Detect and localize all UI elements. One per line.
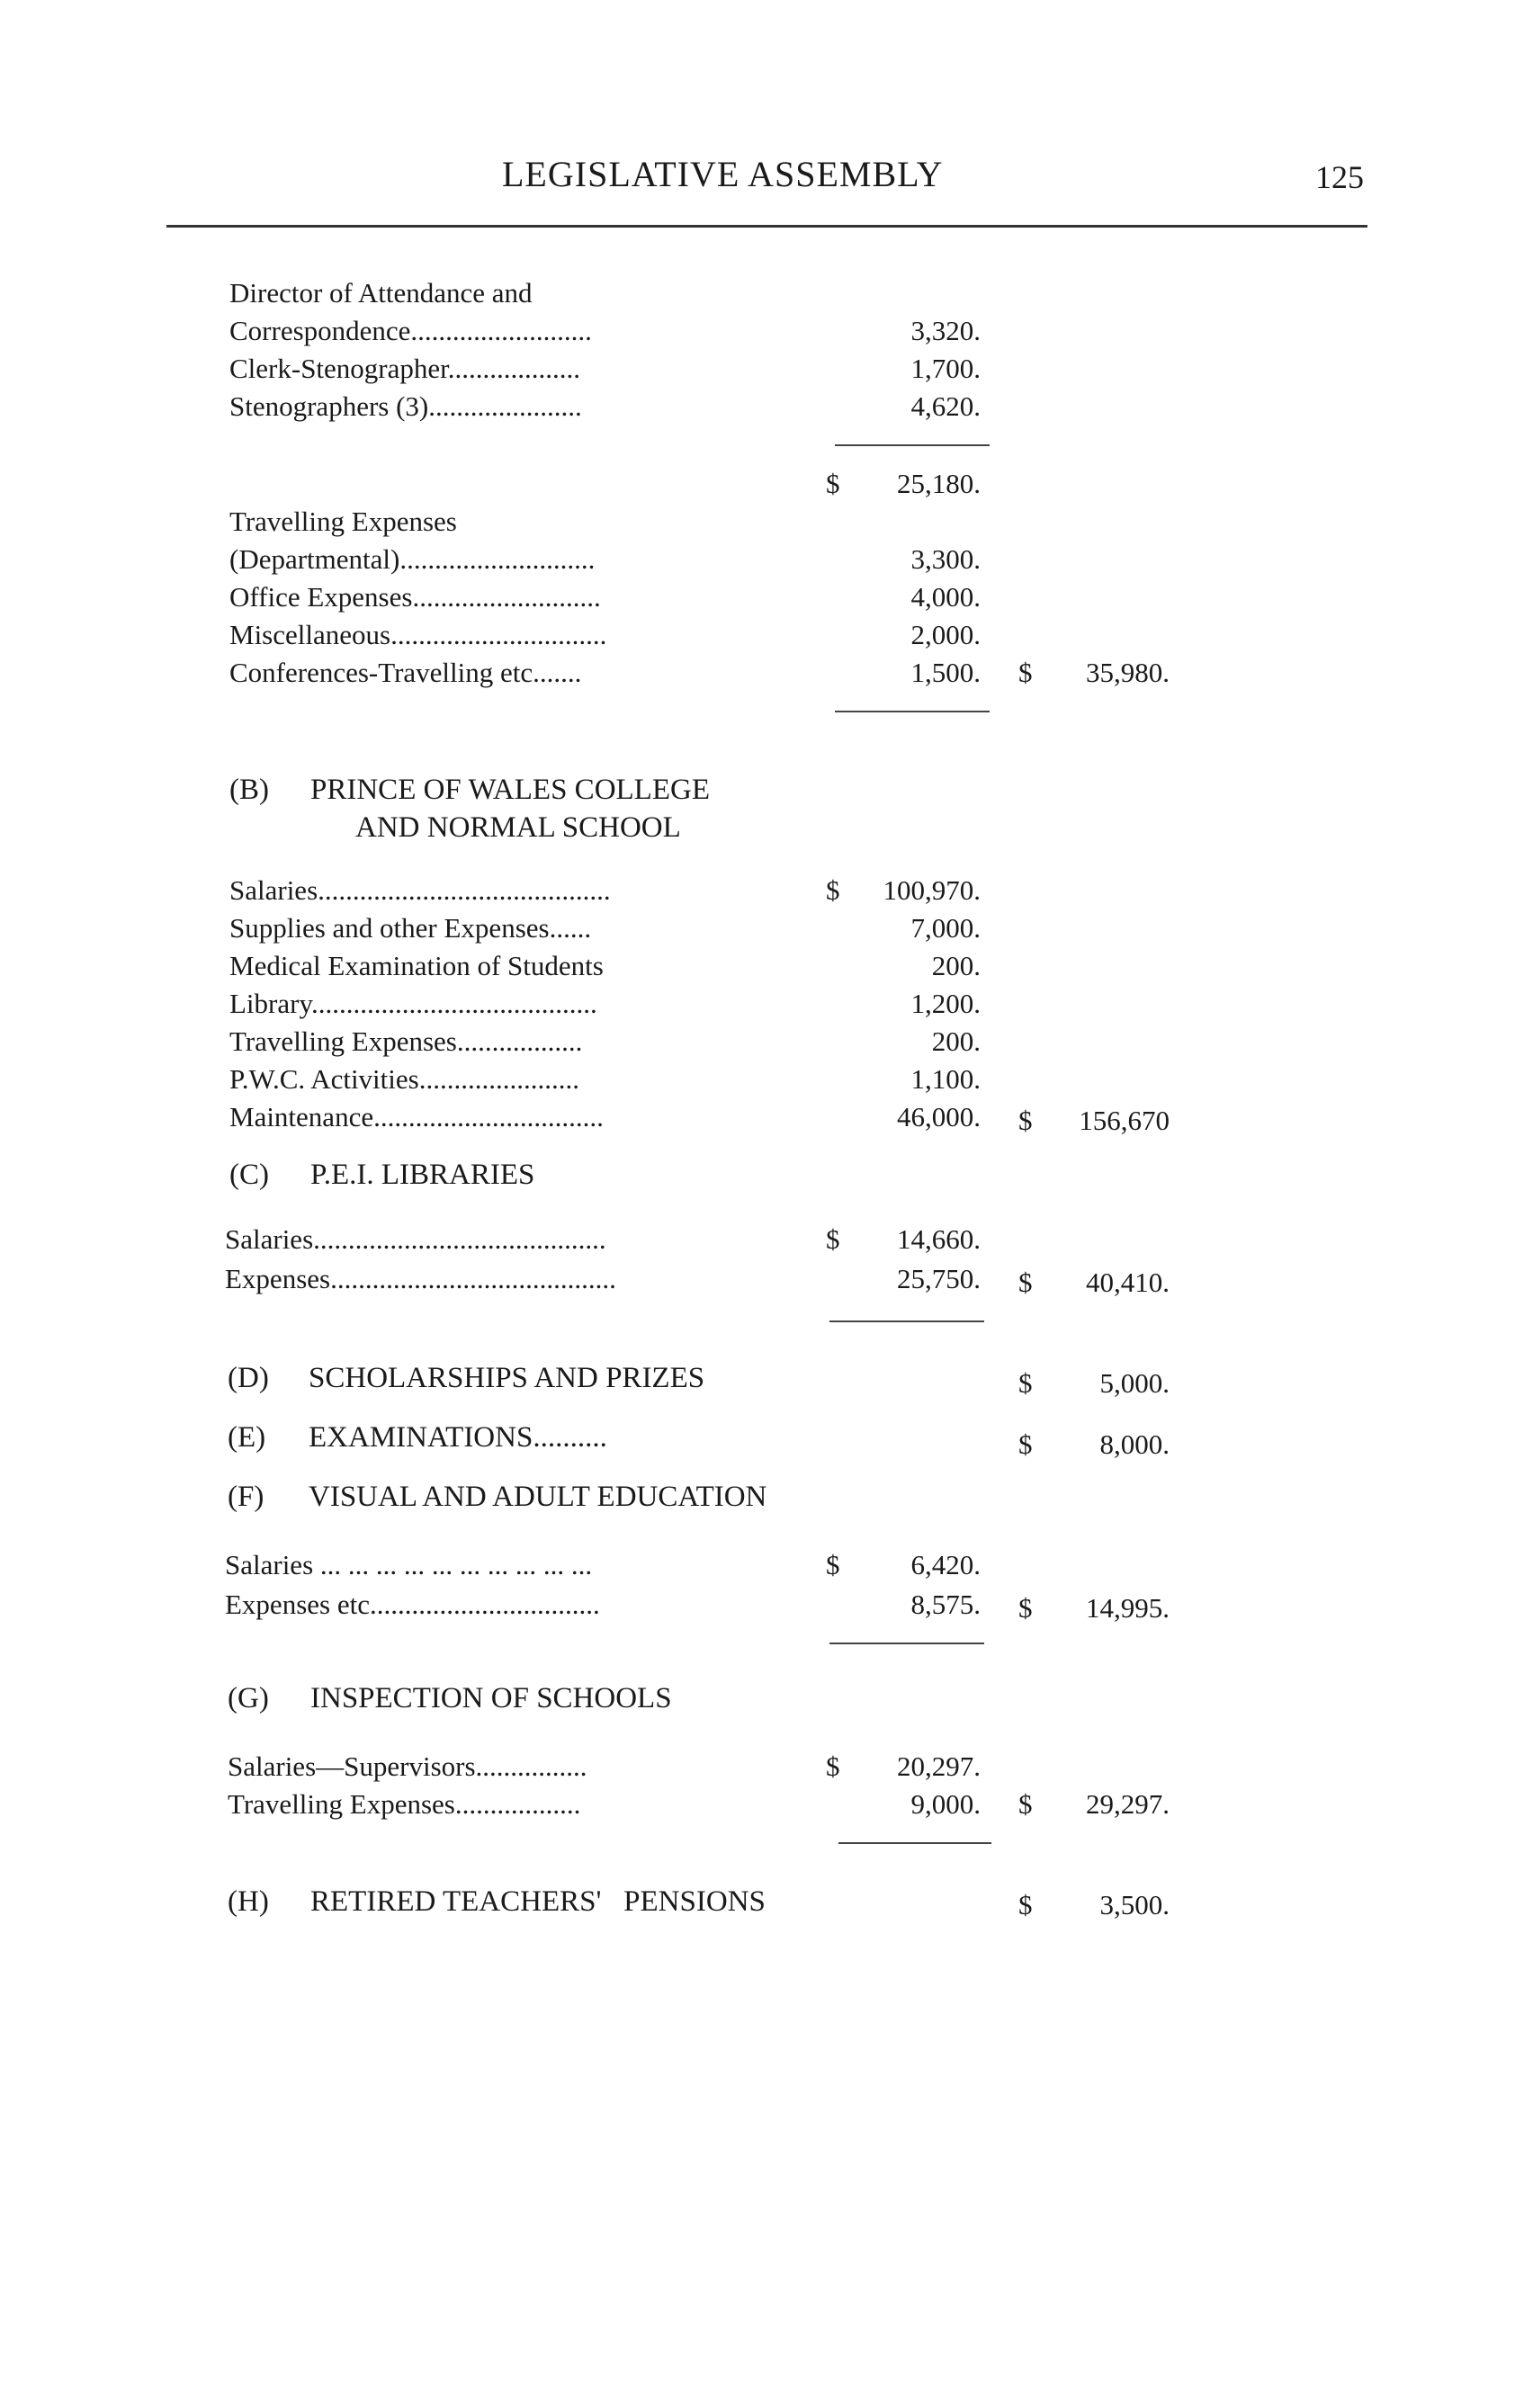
total-amount: 3,500. bbox=[1099, 1889, 1170, 1920]
line-amount: 14,660. bbox=[897, 1223, 981, 1255]
line-label: Miscellaneous............................... bbox=[229, 619, 607, 650]
section-heading bbox=[229, 1159, 534, 1192]
section-heading bbox=[228, 1885, 766, 1919]
section-title: P.E.I. LIBRARIES bbox=[310, 1159, 535, 1191]
section-heading bbox=[228, 1682, 672, 1715]
line-amount: 1,700. bbox=[910, 353, 981, 384]
total-rule bbox=[835, 711, 990, 712]
dollar-sign: $ bbox=[1018, 657, 1033, 688]
dollar-sign: $ bbox=[1018, 1105, 1033, 1136]
dollar-sign: $ bbox=[1018, 1428, 1033, 1460]
total-amount: 156,670 bbox=[1079, 1105, 1170, 1136]
dollar-sign: $ bbox=[826, 468, 840, 499]
dollar-sign: $ bbox=[1018, 1367, 1033, 1399]
section-letter: (E) bbox=[228, 1421, 266, 1454]
line-amount: 46,000. bbox=[897, 1101, 981, 1132]
section-letter: (F) bbox=[228, 1481, 264, 1513]
line-label: P.W.C. Activities....................... bbox=[229, 1063, 579, 1095]
total-rule bbox=[829, 1320, 984, 1322]
line-label: (Departmental)............................ bbox=[229, 543, 596, 575]
line-label: Supplies and other Expenses...... bbox=[229, 912, 592, 944]
total-rule bbox=[838, 1842, 991, 1844]
line-amount: 2,000. bbox=[910, 619, 981, 650]
dollar-sign: $ bbox=[826, 1750, 840, 1782]
subtotal-rule bbox=[835, 444, 990, 446]
line-label: Travelling Expenses.................. bbox=[229, 1025, 583, 1057]
line-label: Correspondence.......................... bbox=[229, 315, 592, 346]
total-rule bbox=[829, 1643, 984, 1644]
dollar-sign: $ bbox=[1018, 1267, 1033, 1298]
line-amount: 4,620. bbox=[910, 390, 981, 422]
line-label: Library......................................... bbox=[229, 988, 597, 1019]
total-amount: 14,995. bbox=[1086, 1592, 1170, 1624]
section-title: INSPECTION OF SCHOOLS bbox=[310, 1682, 672, 1714]
line-label: Expenses......................................... bbox=[225, 1263, 616, 1294]
line-label: Salaries ... ... ... ... ... ... ... ... ... ... bbox=[225, 1549, 593, 1580]
page-number: 125 bbox=[1315, 159, 1364, 195]
total-amount: 40,410. bbox=[1086, 1267, 1170, 1298]
line-label: Salaries.......................................... bbox=[225, 1223, 606, 1255]
line-label: Salaries—Supervisors................ bbox=[228, 1750, 587, 1782]
line-amount: 1,100. bbox=[910, 1063, 981, 1095]
section-heading bbox=[228, 1421, 607, 1455]
section-heading bbox=[228, 1481, 766, 1514]
page-title: LEGISLATIVE ASSEMBLY bbox=[502, 154, 944, 194]
dollar-sign: $ bbox=[826, 1549, 840, 1580]
line-label: Stenographers (3)...................... bbox=[229, 390, 582, 422]
line-amount: 100,970. bbox=[883, 874, 981, 906]
section-title: EXAMINATIONS.......... bbox=[309, 1421, 607, 1454]
section-title: RETIRED TEACHERS' PENSIONS bbox=[310, 1885, 766, 1918]
total-amount: 35,980. bbox=[1086, 657, 1170, 688]
section-letter: (B) bbox=[229, 774, 269, 806]
dollar-sign: $ bbox=[1018, 1889, 1033, 1920]
line-amount: 3,320. bbox=[910, 315, 981, 346]
line-amount: 1,200. bbox=[910, 988, 981, 1019]
line-amount: 4,000. bbox=[910, 581, 981, 613]
total-amount: 5,000. bbox=[1099, 1367, 1170, 1399]
header-rule bbox=[166, 225, 1367, 228]
dollar-sign: $ bbox=[826, 1223, 840, 1255]
dollar-sign: $ bbox=[1018, 1592, 1033, 1624]
line-amount: 200. bbox=[931, 1025, 981, 1057]
subtotal-amount: 25,180. bbox=[897, 468, 981, 499]
line-amount: 25,750. bbox=[897, 1263, 981, 1294]
line-label: Travelling Expenses.................. bbox=[228, 1788, 581, 1820]
line-amount: 6,420. bbox=[910, 1549, 981, 1580]
section-letter: (G) bbox=[228, 1682, 269, 1714]
line-label: Travelling Expenses bbox=[229, 506, 457, 537]
line-amount: 7,000. bbox=[910, 912, 981, 944]
line-amount: 1,500. bbox=[910, 657, 981, 688]
line-label: Medical Examination of Students bbox=[229, 950, 604, 981]
line-label: Clerk-Stenographer................... bbox=[229, 353, 581, 384]
line-label: Maintenance................................. bbox=[229, 1101, 604, 1132]
line-label: Salaries.......................................... bbox=[229, 874, 611, 906]
total-amount: 8,000. bbox=[1099, 1428, 1170, 1460]
section-heading bbox=[229, 774, 710, 807]
section-title-line2: AND NORMAL SCHOOL bbox=[355, 811, 681, 844]
section-letter: (C) bbox=[229, 1159, 269, 1191]
line-label: Office Expenses........................... bbox=[229, 581, 601, 613]
section-heading bbox=[228, 1362, 704, 1395]
line-amount: 20,297. bbox=[897, 1750, 981, 1782]
dollar-sign: $ bbox=[1018, 1788, 1033, 1820]
section-letter: (D) bbox=[228, 1362, 269, 1394]
line-amount: 9,000. bbox=[910, 1788, 981, 1820]
total-amount: 29,297. bbox=[1086, 1788, 1170, 1820]
line-label: Expenses etc................................. bbox=[225, 1589, 600, 1620]
line-amount: 200. bbox=[931, 950, 981, 981]
line-label: Director of Attendance and bbox=[229, 277, 533, 309]
section-title: SCHOLARSHIPS AND PRIZES bbox=[309, 1362, 705, 1394]
dollar-sign: $ bbox=[826, 874, 840, 906]
line-label: Conferences-Travelling etc....... bbox=[229, 657, 582, 688]
section-title: VISUAL AND ADULT EDUCATION bbox=[309, 1481, 767, 1513]
line-amount: 3,300. bbox=[910, 543, 981, 575]
section-title: PRINCE OF WALES COLLEGE bbox=[310, 774, 710, 806]
line-amount: 8,575. bbox=[910, 1589, 981, 1620]
section-letter: (H) bbox=[228, 1885, 269, 1918]
